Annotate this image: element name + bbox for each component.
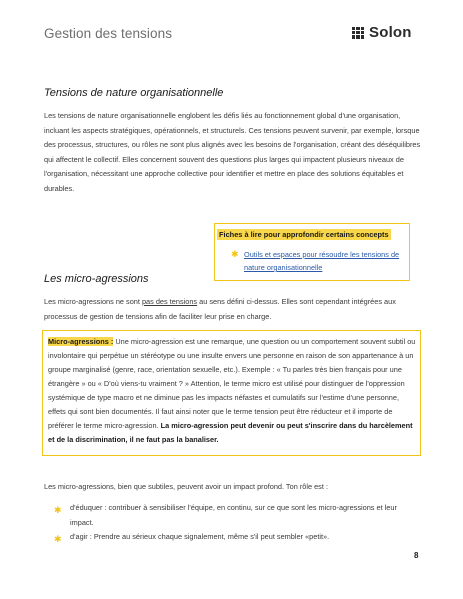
list-item: d'éduquer : contribuer à sensibiliser l'équipe, en continu, sur ce que sont les micro-agressions et leur impact. [70, 503, 397, 527]
reading-callout [214, 223, 410, 281]
paragraph-part: Les micro-agressions ne sont [44, 297, 142, 306]
star-bullet-icon: ✱ [54, 505, 62, 515]
brand-name: Solon [369, 24, 412, 41]
emphasis-not-tensions: pas des tensions [141, 297, 198, 306]
reading-link[interactable]: Outils et espaces pour résoudre les tensions de nature organisationnelle [244, 250, 400, 272]
star-bullet-icon: ✱ [54, 534, 62, 544]
paragraph-part: au sens défini ci-dessus. Elles sont cependant intégrées aux processus de gestion de tensions afin de faciliter leur prise en charge. [44, 297, 396, 321]
grid-logo-icon [352, 27, 364, 39]
list-item: d'agir : Prendre au sérieux chaque signalement, même s'il peut sembler «petit». [70, 532, 330, 541]
paragraph-micro-aggressions [44, 295, 424, 324]
definition-warning: La micro-agression peut devenir ou peut s'inscrire dans du harcèlement et de la discrimination, il ne faut pas la banaliser. [48, 421, 413, 444]
definition-callout [42, 330, 421, 456]
page-number: 8 [414, 551, 419, 560]
section-heading-organisational: Tensions de nature organisationnelle [44, 87, 224, 99]
section-heading-micro-aggressions: Les micro-agressions [44, 273, 149, 285]
paragraph-organisational: Les tensions de nature organisationnelle englobent les défis liés au fonctionnement global d'une organisation, incluant les aspects stratégiques, opérationnels, et structurels. Ces tensions peuvent survenir, par exemple, lorsque des processus, structures, ou rôles ne sont plus alignés avec les besoins de l'organisation, créant des déséquilibres qui affectent le collectif. Elles concernent souvent des questions plus larges qui impactent plusieurs niveaux de l'organisation, nécessitant une approche collective pour identifier et mettre en place des solutions équitables et durables. [44, 111, 421, 193]
definition-label: Micro-agressions : [48, 337, 114, 346]
paragraph-role-intro: Les micro-agressions, bien que subtiles, peuvent avoir un impact profond. Ton rôle est : [44, 482, 328, 491]
definition-text [48, 335, 418, 447]
reading-callout-title: Fiches à lire pour approfondir certains concepts [219, 230, 389, 239]
page-header-title: Gestion des tensions [44, 26, 173, 41]
star-bullet-icon: ✱ [231, 249, 239, 259]
definition-body: Une micro-agression est une remarque, une question ou un comportement souvent subtil ou involontaire qui perpétue un stéréotype ou une insulte envers une personne en raison de son appartenance à un groupe marginalisé (genre, race, orientation sexuelle, etc.). Exemple : « Tu parles très bien français pour une étrangère » ou « D'où viens-tu vraiment ? » Attention, le terme micro est utilisé pour distinguer de l'oppression systémique de type macro et ne diminue pas les impacts néfastes et cumulatifs sur l'estime d'une personne, effets qui sont bien documentés. Il faut ainsi noter que le terme tension peut être réducteur et il importe de préférer le terme micro-agression. [48, 337, 416, 430]
brand-logo [352, 24, 412, 41]
